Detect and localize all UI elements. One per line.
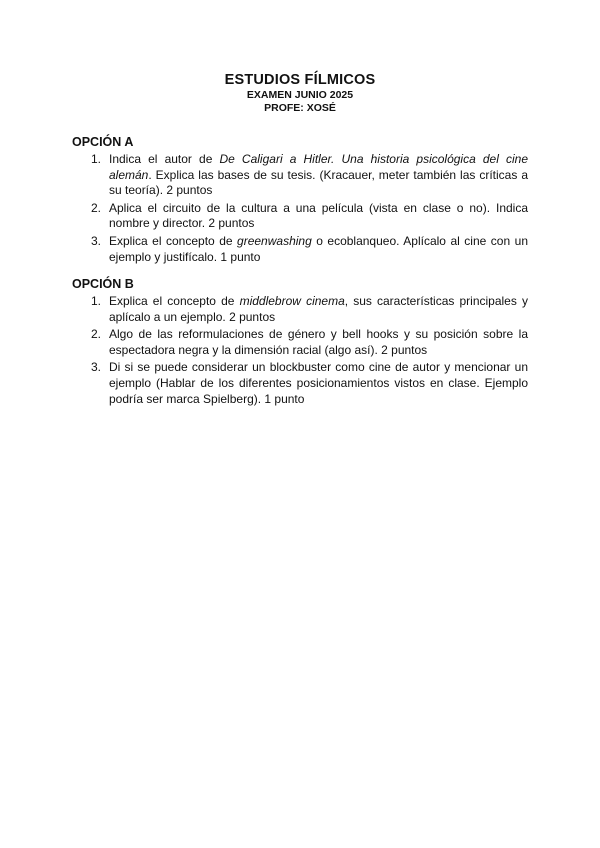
question-number: 1. bbox=[91, 152, 102, 166]
question-text: Di si se puede considerar un blockbuster como cine de autor y mencionar un ejemplo (Hablar de los diferentes posicionamientos vistos en clase. Ejemplo podría ser marca Spielberg). 1 punto bbox=[109, 360, 528, 406]
question-text: Indica el autor de bbox=[109, 152, 220, 166]
option-b-list bbox=[72, 294, 528, 407]
document-header bbox=[0, 72, 600, 114]
question-number: 2. bbox=[91, 200, 102, 215]
question-text-cont: o ecoblanqueo. Aplícalo al cine con un ejemplo y justifícalo. 1 punto bbox=[109, 233, 528, 264]
question-number: 3. bbox=[91, 360, 102, 375]
exam-date: EXAMEN JUNIO 2025 bbox=[246, 89, 354, 101]
question-number: 2. bbox=[91, 327, 102, 342]
option-b-section bbox=[72, 276, 528, 409]
question-text-cont: . Explica las bases de su tesis. (Kracauer, meter también las críticas a su teoría). 2 puntos bbox=[109, 167, 528, 198]
question-item bbox=[72, 201, 528, 232]
question-text: Explica el concepto de bbox=[109, 294, 240, 308]
question-text: Algo de las reformulaciones de género y bell hooks y su posición sobre la espectadora negra y la dimensión racial (algo así). 2 puntos bbox=[109, 327, 528, 357]
question-text: Aplica el circuito de la cultura a una película (vista en clase o no). Indica nombre y director. 2 puntos bbox=[109, 200, 528, 231]
book-title: De Caligari a Hitler. Una historia psicológica del cine alemán bbox=[109, 152, 528, 182]
concept-term: greenwashing bbox=[237, 233, 312, 248]
question-text: Explica el concepto de bbox=[109, 233, 238, 248]
question-number: 3. bbox=[91, 233, 102, 248]
question-number: 1. bbox=[91, 294, 102, 308]
question-item bbox=[72, 152, 528, 199]
question-item bbox=[72, 294, 528, 325]
question-item bbox=[72, 327, 528, 358]
concept-term: middlebrow cinema bbox=[239, 294, 345, 308]
option-a-title: OPCIÓN A bbox=[72, 135, 134, 149]
option-a-list bbox=[72, 152, 528, 265]
question-item bbox=[72, 360, 528, 407]
option-b-title: OPCIÓN B bbox=[72, 277, 134, 291]
question-item bbox=[72, 234, 528, 265]
question-text-cont: , sus características principales y aplícalo a un ejemplo. 2 puntos bbox=[109, 294, 528, 324]
option-a-section bbox=[72, 134, 528, 267]
document-title: ESTUDIOS FÍLMICOS bbox=[224, 72, 376, 88]
teacher-name: PROFE: XOSÉ bbox=[264, 101, 336, 114]
